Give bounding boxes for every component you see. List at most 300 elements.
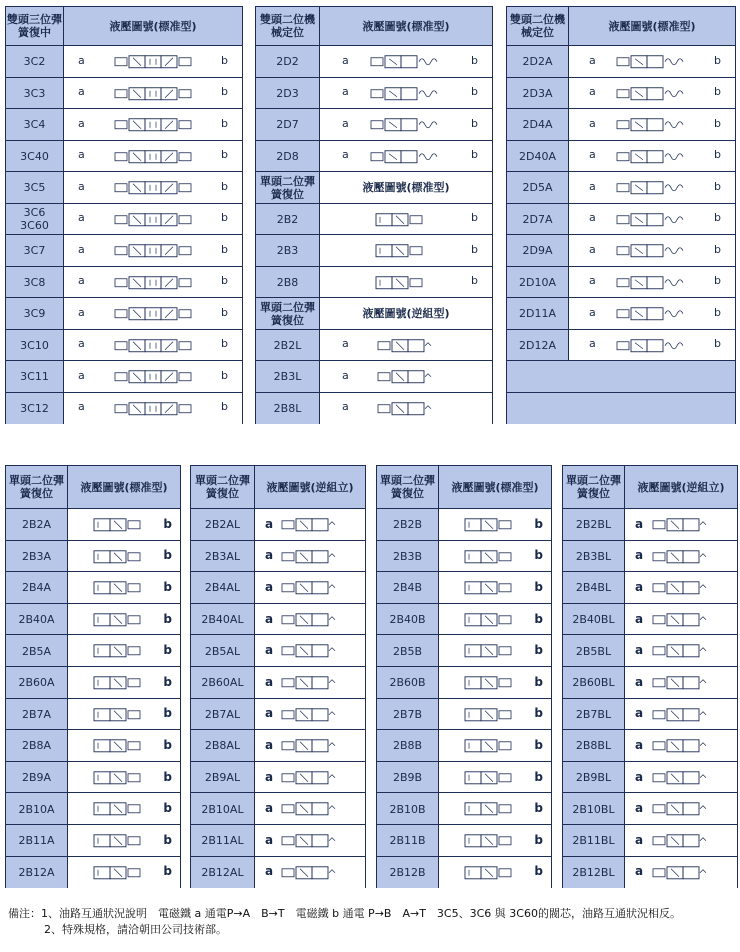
valve-symbol-cell bbox=[625, 730, 737, 762]
model-code: 2D5A bbox=[507, 172, 569, 204]
solenoid-a-label: a bbox=[635, 643, 644, 658]
valve-symbol-cell bbox=[68, 635, 180, 667]
table-row bbox=[377, 666, 551, 699]
header-symbol-label bbox=[320, 298, 492, 330]
table-row bbox=[191, 792, 365, 825]
valve-symbol-cell bbox=[625, 762, 737, 794]
valve-symbol-cell bbox=[68, 541, 180, 573]
valve-symbol-cell bbox=[569, 141, 735, 173]
model-code: 2B2AL bbox=[191, 509, 255, 541]
table-header-row bbox=[256, 171, 492, 204]
valve-symbol-cell bbox=[320, 78, 492, 110]
table-row bbox=[563, 634, 737, 667]
table-row bbox=[6, 360, 242, 393]
model-code: 2B12AL bbox=[191, 857, 255, 889]
valve-symbol-cell bbox=[569, 46, 735, 78]
hydraulic-valve-icon bbox=[64, 109, 242, 141]
solenoid-b-label: b bbox=[714, 53, 721, 67]
solenoid-b-label: b bbox=[534, 611, 543, 626]
header-model-label: 單頭二位彈簧復位 bbox=[256, 298, 320, 330]
solenoid-b-label: b bbox=[163, 769, 172, 784]
valve-symbol-cell bbox=[439, 667, 551, 699]
solenoid-b-label: b bbox=[163, 579, 172, 594]
solenoid-b-label: b bbox=[534, 674, 543, 689]
valve-symbol-cell bbox=[625, 667, 737, 699]
model-code: 2B5B bbox=[377, 635, 439, 667]
solenoid-a-label: a bbox=[635, 674, 644, 689]
solenoid-a-label: a bbox=[78, 305, 85, 319]
model-code: 2B10B bbox=[377, 793, 439, 825]
table-2b-b-series bbox=[376, 465, 552, 888]
model-code: 2B3AL bbox=[191, 541, 255, 573]
solenoid-a-label: a bbox=[589, 53, 596, 67]
solenoid-a-label: a bbox=[589, 337, 596, 351]
table-row bbox=[377, 761, 551, 794]
model-code: 2B5A bbox=[6, 635, 68, 667]
solenoid-b-label: b bbox=[221, 305, 228, 319]
solenoid-a-label: a bbox=[265, 643, 274, 658]
table-row bbox=[191, 698, 365, 731]
table-row bbox=[507, 203, 735, 236]
valve-symbol-cell bbox=[569, 204, 735, 236]
solenoid-a-label: a bbox=[265, 832, 274, 847]
valve-symbol-cell bbox=[68, 667, 180, 699]
solenoid-b-label: b bbox=[534, 579, 543, 594]
model-code: 2D3 bbox=[256, 78, 320, 110]
valve-symbol-cell bbox=[68, 857, 180, 889]
solenoid-b-label: b bbox=[163, 516, 172, 531]
header-symbol-text: 液壓圖號(逆組型) bbox=[362, 307, 450, 321]
table-2d-a-series bbox=[506, 6, 736, 424]
table-row bbox=[507, 297, 735, 330]
solenoid-a-label: a bbox=[265, 801, 274, 816]
header-model-label: 雙頭二位機械定位 bbox=[256, 7, 320, 45]
table-row bbox=[191, 571, 365, 604]
solenoid-b-label: b bbox=[534, 864, 543, 879]
table-2b-a-series bbox=[5, 465, 181, 888]
model-code: 2D7A bbox=[507, 204, 569, 236]
valve-symbol-cell bbox=[68, 572, 180, 604]
solenoid-b-label: b bbox=[163, 548, 172, 563]
valve-symbol-cell bbox=[569, 172, 735, 204]
model-code: 2B10BL bbox=[563, 793, 625, 825]
table-row bbox=[377, 571, 551, 604]
valve-symbol-cell bbox=[68, 699, 180, 731]
model-code: 2B4A bbox=[6, 572, 68, 604]
solenoid-b-label: b bbox=[163, 801, 172, 816]
model-code: 2B4AL bbox=[191, 572, 255, 604]
header-symbol-label bbox=[255, 466, 365, 508]
solenoid-a-label: a bbox=[635, 706, 644, 721]
solenoid-b-label: b bbox=[714, 148, 721, 162]
solenoid-a-label: a bbox=[342, 53, 349, 67]
solenoid-b-label: b bbox=[714, 305, 721, 319]
table-row bbox=[6, 203, 242, 236]
solenoid-b-label: b bbox=[163, 674, 172, 689]
solenoid-b-label: b bbox=[221, 53, 228, 67]
model-code: 2B7BL bbox=[563, 699, 625, 731]
header-model-label: 單頭二位彈簧復位 bbox=[191, 466, 255, 508]
model-code: 3C5 bbox=[6, 172, 64, 204]
table-row bbox=[256, 234, 492, 267]
valve-symbol-cell bbox=[569, 109, 735, 141]
valve-symbol-cell bbox=[625, 857, 737, 889]
valve-symbol-cell bbox=[255, 762, 365, 794]
table-row bbox=[6, 761, 180, 794]
solenoid-a-label: a bbox=[342, 337, 349, 351]
valve-symbol-cell bbox=[64, 361, 242, 393]
solenoid-a-label: a bbox=[589, 211, 596, 225]
table-3c-series bbox=[5, 6, 243, 424]
header-symbol-label bbox=[569, 7, 735, 45]
hydraulic-valve-icon bbox=[64, 46, 242, 78]
table-row bbox=[507, 329, 735, 362]
hydraulic-valve-icon bbox=[64, 204, 242, 236]
table-row bbox=[191, 856, 365, 889]
model-code: 2B2BL bbox=[563, 509, 625, 541]
table-row bbox=[377, 540, 551, 573]
valve-symbol-cell bbox=[625, 699, 737, 731]
solenoid-b-label: b bbox=[714, 116, 721, 130]
solenoid-b-label: b bbox=[471, 211, 478, 225]
solenoid-b-label: b bbox=[163, 864, 172, 879]
table-row bbox=[6, 603, 180, 636]
solenoid-a-label: a bbox=[589, 305, 596, 319]
solenoid-a-label: a bbox=[635, 611, 644, 626]
header-model-label: 雙頭二位機械定位 bbox=[507, 7, 569, 45]
table-header-row bbox=[256, 297, 492, 330]
solenoid-b-label: b bbox=[221, 368, 228, 382]
table-2b-al-series bbox=[190, 465, 366, 888]
table-row bbox=[191, 666, 365, 699]
solenoid-b-label: b bbox=[221, 400, 228, 414]
solenoid-a-label: a bbox=[78, 211, 85, 225]
solenoid-a-label: a bbox=[589, 148, 596, 162]
valve-symbol-cell bbox=[320, 361, 492, 393]
valve-symbol-cell bbox=[68, 730, 180, 762]
model-code: 2B10AL bbox=[191, 793, 255, 825]
table-row bbox=[563, 792, 737, 825]
model-code: 2B40A bbox=[6, 604, 68, 636]
table-row bbox=[507, 360, 735, 393]
model-code: 3C8 bbox=[6, 267, 64, 299]
valve-symbol-cell bbox=[439, 793, 551, 825]
valve-symbol-cell bbox=[255, 541, 365, 573]
valve-symbol-cell bbox=[625, 825, 737, 857]
table-row bbox=[377, 856, 551, 889]
table-row bbox=[6, 856, 180, 889]
model-code: 2B2B bbox=[377, 509, 439, 541]
model-code: 3C4 bbox=[6, 109, 64, 141]
solenoid-b-label: b bbox=[714, 85, 721, 99]
solenoid-b-label: b bbox=[221, 211, 228, 225]
header-symbol-label bbox=[320, 7, 492, 45]
valve-symbol-cell bbox=[255, 793, 365, 825]
table-2d-2b-series bbox=[255, 6, 493, 424]
solenoid-b-label: b bbox=[471, 116, 478, 130]
model-code: 3C40 bbox=[6, 141, 64, 173]
valve-symbol-cell bbox=[320, 235, 492, 267]
valve-symbol-cell bbox=[255, 667, 365, 699]
solenoid-b-label: b bbox=[163, 737, 172, 752]
model-code: 2B40B bbox=[377, 604, 439, 636]
valve-symbol-cell bbox=[64, 204, 242, 236]
model-code: 2B8A bbox=[6, 730, 68, 762]
solenoid-b-label: b bbox=[471, 242, 478, 256]
table-row bbox=[563, 666, 737, 699]
model-code: 2B9BL bbox=[563, 762, 625, 794]
table-row bbox=[256, 329, 492, 362]
header-symbol-text: 液壓圖號(逆組立) bbox=[266, 480, 354, 494]
valve-symbol-cell bbox=[64, 109, 242, 141]
table-row bbox=[6, 698, 180, 731]
solenoid-a-label: a bbox=[589, 85, 596, 99]
valve-symbol-cell bbox=[255, 857, 365, 889]
solenoid-b-label: b bbox=[534, 737, 543, 752]
table-row bbox=[6, 392, 242, 425]
model-code: 3C10 bbox=[6, 330, 64, 362]
model-code: 3C2 bbox=[6, 46, 64, 78]
table-row bbox=[563, 761, 737, 794]
solenoid-a-label: a bbox=[342, 116, 349, 130]
table-row bbox=[377, 792, 551, 825]
solenoid-b-label: b bbox=[534, 832, 543, 847]
header-symbol-text: 液壓圖號(標准型) bbox=[109, 19, 197, 33]
table-row bbox=[6, 792, 180, 825]
table-row bbox=[507, 45, 735, 78]
model-code: 2B60BL bbox=[563, 667, 625, 699]
table-header-row bbox=[507, 7, 735, 45]
model-code: 2B5BL bbox=[563, 635, 625, 667]
notes bbox=[8, 906, 681, 938]
model-code: 2B60A bbox=[6, 667, 68, 699]
model-code: 2B11AL bbox=[191, 825, 255, 857]
table-row bbox=[6, 329, 242, 362]
solenoid-a-label: a bbox=[78, 179, 85, 193]
valve-symbol-cell bbox=[64, 393, 242, 425]
model-code: 2D2A bbox=[507, 46, 569, 78]
solenoid-b-label: b bbox=[714, 274, 721, 288]
solenoid-a-label: a bbox=[342, 368, 349, 382]
table-row bbox=[256, 140, 492, 173]
model-code: 2B8L bbox=[256, 393, 320, 425]
header-model-label: 單頭二位彈簧復位 bbox=[256, 172, 320, 204]
valve-symbol-cell bbox=[68, 509, 180, 541]
valve-symbol-cell bbox=[255, 604, 365, 636]
solenoid-a-label: a bbox=[342, 400, 349, 414]
solenoid-b-label: b bbox=[471, 148, 478, 162]
valve-symbol-cell bbox=[439, 857, 551, 889]
header-model-label: 雙頭三位彈簧復中 bbox=[6, 7, 64, 45]
valve-symbol-cell bbox=[255, 572, 365, 604]
solenoid-b-label: b bbox=[221, 179, 228, 193]
model-code: 2B11A bbox=[6, 825, 68, 857]
table-row bbox=[191, 824, 365, 857]
model-code: 2D10A bbox=[507, 267, 569, 299]
valve-symbol-cell bbox=[569, 267, 735, 299]
model-code: 2B8BL bbox=[563, 730, 625, 762]
table-row bbox=[507, 266, 735, 299]
header-symbol-text: 液壓圖號(標准型) bbox=[451, 480, 539, 494]
valve-symbol-cell bbox=[625, 793, 737, 825]
valve-symbol-cell bbox=[64, 141, 242, 173]
model-code: 2B40BL bbox=[563, 604, 625, 636]
solenoid-a-label: a bbox=[635, 516, 644, 531]
table-row bbox=[191, 761, 365, 794]
hydraulic-valve-icon bbox=[320, 267, 492, 299]
table-row bbox=[191, 540, 365, 573]
valve-symbol-cell bbox=[255, 730, 365, 762]
solenoid-a-label: a bbox=[265, 516, 274, 531]
table-header-row bbox=[191, 466, 365, 508]
model-code: 2D8 bbox=[256, 141, 320, 173]
header-symbol-text: 液壓圖號(標准型) bbox=[608, 19, 696, 33]
solenoid-a-label: a bbox=[78, 116, 85, 130]
valve-symbol-cell bbox=[569, 78, 735, 110]
hydraulic-valve-icon bbox=[64, 267, 242, 299]
table-2b-bl-series bbox=[562, 465, 738, 888]
model-code: 2B3A bbox=[6, 541, 68, 573]
model-code: 3C6 3C60 bbox=[6, 204, 64, 236]
header-model-label: 單頭二位彈簧復位 bbox=[6, 466, 68, 508]
model-code: 2B4B bbox=[377, 572, 439, 604]
model-code: 2B11BL bbox=[563, 825, 625, 857]
solenoid-b-label: b bbox=[221, 242, 228, 256]
solenoid-b-label: b bbox=[221, 274, 228, 288]
header-symbol-label bbox=[625, 466, 737, 508]
table-header-row bbox=[6, 466, 180, 508]
solenoid-a-label: a bbox=[635, 801, 644, 816]
table-row bbox=[377, 634, 551, 667]
solenoid-b-label: b bbox=[163, 706, 172, 721]
header-symbol-label bbox=[68, 466, 180, 508]
solenoid-a-label: a bbox=[265, 864, 274, 879]
valve-symbol-cell bbox=[569, 298, 735, 330]
table-row bbox=[6, 571, 180, 604]
valve-symbol-cell bbox=[320, 109, 492, 141]
valve-symbol-cell bbox=[439, 730, 551, 762]
table-row bbox=[377, 729, 551, 762]
table-row bbox=[563, 824, 737, 857]
table-row bbox=[6, 140, 242, 173]
table-row bbox=[507, 171, 735, 204]
table-row bbox=[256, 77, 492, 110]
solenoid-a-label: a bbox=[265, 611, 274, 626]
solenoid-a-label: a bbox=[635, 548, 644, 563]
valve-symbol-cell bbox=[569, 330, 735, 362]
table-row bbox=[6, 108, 242, 141]
valve-symbol-cell bbox=[64, 46, 242, 78]
solenoid-a-label: a bbox=[78, 148, 85, 162]
hydraulic-valve-icon bbox=[64, 298, 242, 330]
solenoid-b-label: b bbox=[221, 337, 228, 351]
model-code: 3C7 bbox=[6, 235, 64, 267]
table-row bbox=[256, 108, 492, 141]
table-row bbox=[256, 203, 492, 236]
header-symbol-text: 液壓圖號(逆組立) bbox=[637, 480, 725, 494]
table-row bbox=[563, 540, 737, 573]
model-code: 2B7B bbox=[377, 699, 439, 731]
solenoid-a-label: a bbox=[265, 674, 274, 689]
valve-symbol-cell bbox=[625, 572, 737, 604]
solenoid-a-label: a bbox=[265, 706, 274, 721]
solenoid-b-label: b bbox=[163, 832, 172, 847]
solenoid-b-label: b bbox=[471, 274, 478, 288]
valve-symbol-cell bbox=[320, 204, 492, 236]
hydraulic-valve-icon bbox=[64, 393, 242, 425]
hydraulic-valve-icon bbox=[64, 78, 242, 110]
note-line-1: 備注：1、油路互通狀況說明 電磁鐵 a 通電P→A B→T 電磁鐵 b 通電 P→B A→T 3C5、3C6 與 3C60的閥芯，油路互通狀況相反。 bbox=[8, 907, 681, 920]
table-row bbox=[563, 856, 737, 889]
table-row bbox=[6, 634, 180, 667]
valve-symbol-cell bbox=[68, 762, 180, 794]
model-code: 2B10A bbox=[6, 793, 68, 825]
model-code: 2B3B bbox=[377, 541, 439, 573]
solenoid-a-label: a bbox=[78, 400, 85, 414]
model-code: 2D2 bbox=[256, 46, 320, 78]
solenoid-a-label: a bbox=[265, 737, 274, 752]
header-symbol-label bbox=[64, 7, 242, 45]
valve-symbol-cell bbox=[625, 604, 737, 636]
valve-symbol-cell bbox=[439, 509, 551, 541]
table-row bbox=[563, 729, 737, 762]
solenoid-a-label: a bbox=[342, 148, 349, 162]
solenoid-a-label: a bbox=[589, 179, 596, 193]
table-row bbox=[507, 108, 735, 141]
table-row bbox=[563, 508, 737, 541]
model-code: 2D4A bbox=[507, 109, 569, 141]
table-row bbox=[507, 77, 735, 110]
model-code: 2B12B bbox=[377, 857, 439, 889]
valve-symbol-cell bbox=[64, 172, 242, 204]
model-code: 2B2 bbox=[256, 204, 320, 236]
model-code: 2B9A bbox=[6, 762, 68, 794]
table-row bbox=[563, 603, 737, 636]
model-code: 3C11 bbox=[6, 361, 64, 393]
solenoid-a-label: a bbox=[78, 337, 85, 351]
table-row bbox=[6, 508, 180, 541]
hydraulic-valve-icon bbox=[64, 235, 242, 267]
solenoid-a-label: a bbox=[589, 116, 596, 130]
model-code: 2D12A bbox=[507, 330, 569, 362]
table-row bbox=[6, 266, 242, 299]
solenoid-a-label: a bbox=[78, 274, 85, 288]
model-code: 2D3A bbox=[507, 78, 569, 110]
model-code: 2B40AL bbox=[191, 604, 255, 636]
model-code: 2B11B bbox=[377, 825, 439, 857]
model-code: 2B3BL bbox=[563, 541, 625, 573]
valve-symbol-cell bbox=[320, 393, 492, 425]
solenoid-a-label: a bbox=[78, 368, 85, 382]
table-row bbox=[6, 729, 180, 762]
solenoid-a-label: a bbox=[265, 769, 274, 784]
model-code: 2D11A bbox=[507, 298, 569, 330]
valve-symbol-cell bbox=[64, 330, 242, 362]
table-row bbox=[256, 266, 492, 299]
table-row bbox=[256, 360, 492, 393]
table-header-row bbox=[256, 7, 492, 45]
valve-symbol-cell bbox=[255, 699, 365, 731]
solenoid-b-label: b bbox=[714, 211, 721, 225]
valve-symbol-cell bbox=[68, 604, 180, 636]
valve-symbol-cell bbox=[439, 572, 551, 604]
valve-symbol-cell bbox=[439, 699, 551, 731]
table-header-row bbox=[6, 7, 242, 45]
model-code: 2B60B bbox=[377, 667, 439, 699]
table-row bbox=[507, 140, 735, 173]
solenoid-a-label: a bbox=[635, 864, 644, 879]
valve-symbol-cell bbox=[625, 541, 737, 573]
